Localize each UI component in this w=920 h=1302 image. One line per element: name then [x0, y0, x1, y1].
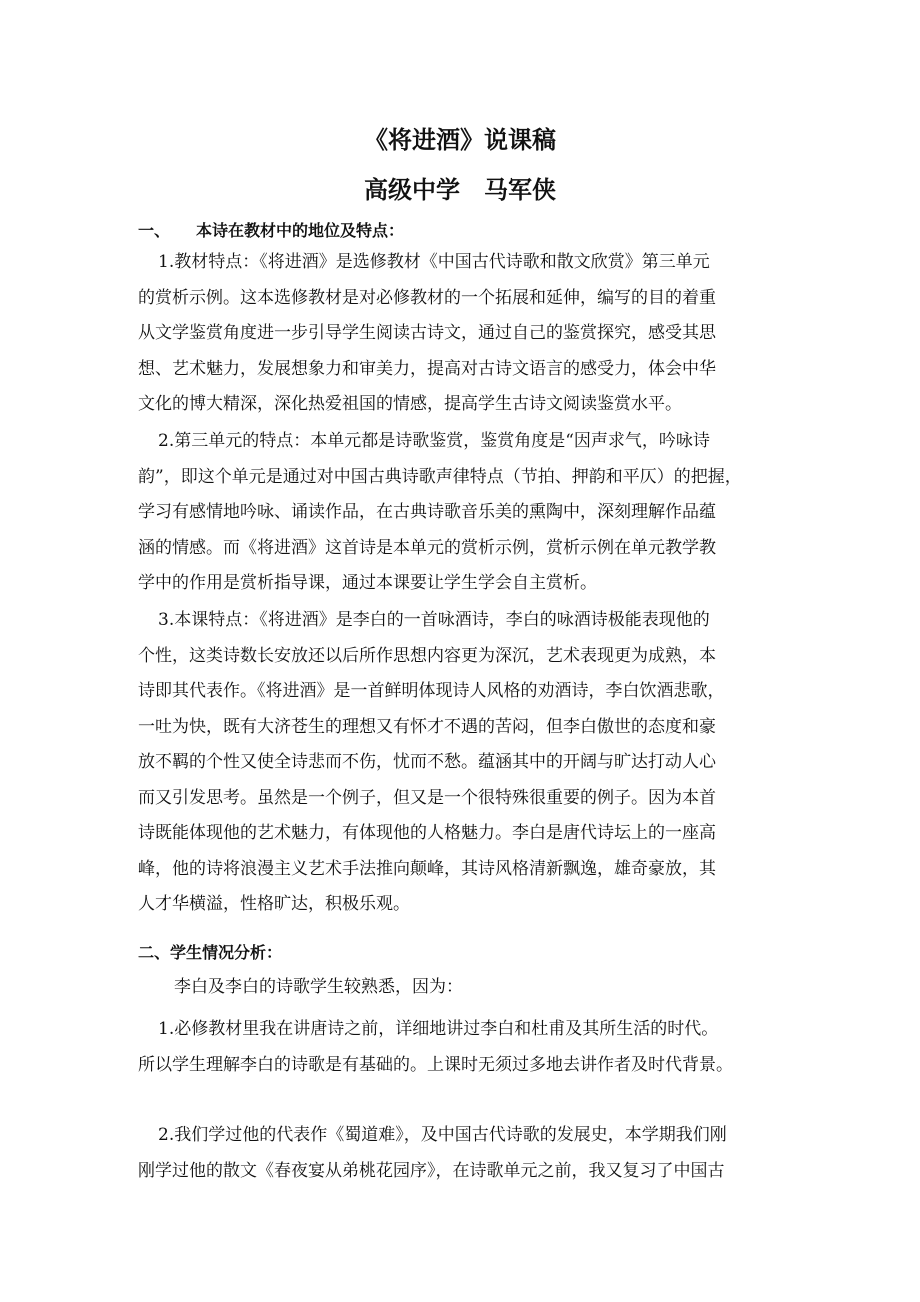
section2-paragraph-2: [138, 1118, 798, 1189]
paragraph-line: 1.必修教材里我在讲唐诗之前，详细地讲过李白和杜甫及其所生活的时代。: [158, 1019, 719, 1039]
paragraph-line: 峰，他的诗将浪漫主义艺术手法推向颠峰，其诗风格清新飘逸，雄奇豪放，其: [138, 858, 716, 879]
paragraph-line: 想、艺术魅力，发展想象力和审美力，提高对古诗文语言的感受力，体会中华: [138, 358, 716, 379]
section1-paragraph-3: [138, 603, 798, 923]
paragraph-line: 学习有感情地吟咏、诵读作品，在古典诗歌音乐美的熏陶中，深刻理解作品蕴: [138, 502, 716, 522]
paragraph-line: 从文学鉴赏角度进一步引导学生阅读古诗文，通过自己的鉴赏探究，感受其思: [138, 323, 716, 343]
paragraph-line: 所以学生理解李白的诗歌是有基础的。上课时无须过多地去讲作者及时代背景。: [138, 1054, 733, 1075]
paragraph-line: 刚学过他的散文《春夜宴从弟桃花园序》，在诗歌单元之前，我又复习了中国古: [138, 1160, 725, 1181]
section1-heading: [138, 218, 404, 241]
paragraph-line: 3.本课特点：《将进酒》是李白的一首咏酒诗，李白的咏酒诗极能表现他的: [158, 610, 710, 630]
section1-heading-text: 本诗在教材中的地位及特点：: [196, 221, 405, 240]
paragraph-line: 2.我们学过他的代表作《蜀道难》，及中国古代诗歌的发展史，本学期我们刚: [158, 1125, 727, 1145]
paragraph-line: 个性，这类诗数长安放还以后所作思想内容更为深沉，艺术表现更为成熟，本: [138, 645, 716, 666]
section2-intro: [138, 970, 798, 1006]
paragraph-line: 的赏析示例。这本选修教材是对必修教材的一个拓展和延伸，编写的目的着重: [138, 287, 716, 308]
paragraph-line: 涵的情感。而《将进酒》这首诗是本单元的赏析示例，赏析示例在单元教学教: [138, 537, 716, 558]
section2-heading: 二、学生情况分析：: [138, 943, 283, 962]
section1-paragraph-1: [138, 245, 798, 423]
paragraph-line: 诗既能体现他的艺术魅力，有体现他的人格魅力。李白是唐代诗坛上的一座高: [138, 823, 716, 843]
section1-number: 一、: [138, 221, 171, 240]
paragraph-line: 人才华横溢，性格旷达，积极乐观。: [138, 894, 410, 914]
paragraph-line: 韵”，即这个单元是通过对中国古典诗歌声律特点（节拍、押韵和平仄）的把握，: [138, 466, 742, 487]
paragraph-line: 李白及李白的诗歌学生较熟悉，因为：: [174, 977, 463, 997]
paragraph-line: 诗即其代表作。《将进酒》是一首鲜明体现诗人风格的劝酒诗，李白饮酒悲歌，: [138, 681, 725, 701]
paragraph-line: 1.教材特点：《将进酒》是选修教材《中国古代诗歌和散文欣赏》第三单元: [158, 252, 710, 272]
paragraph-line: 一吐为快，既有大济苍生的理想又有怀才不遇的苦闷，但李白傲世的态度和豪: [138, 716, 716, 737]
paragraph-line: 文化的博大精深，深化热爱祖国的情感，提高学生古诗文阅读鉴赏水平。: [138, 394, 682, 414]
section1-paragraph-2: [138, 424, 798, 602]
paragraph-line: 2.第三单元的特点：本单元都是诗歌鉴赏，鉴赏角度是“因声求气，吟咏诗: [158, 431, 710, 451]
paragraph-line: 放不羁的个性又使全诗悲而不伤，忧而不愁。蕴涵其中的开阔与旷达打动人心: [138, 752, 716, 772]
paragraph-line: 学中的作用是赏析指导课，通过本课要让学生学会自主赏析。: [138, 573, 597, 593]
document-title: 《将进酒》说课稿: [364, 126, 556, 154]
author-line: 高级中学 马军侠: [364, 176, 556, 204]
section2-paragraph-1: [138, 1012, 798, 1083]
paragraph-line: 而又引发思考。虽然是一个例子，但又是一个很特殊很重要的例子。因为本首: [138, 787, 716, 808]
